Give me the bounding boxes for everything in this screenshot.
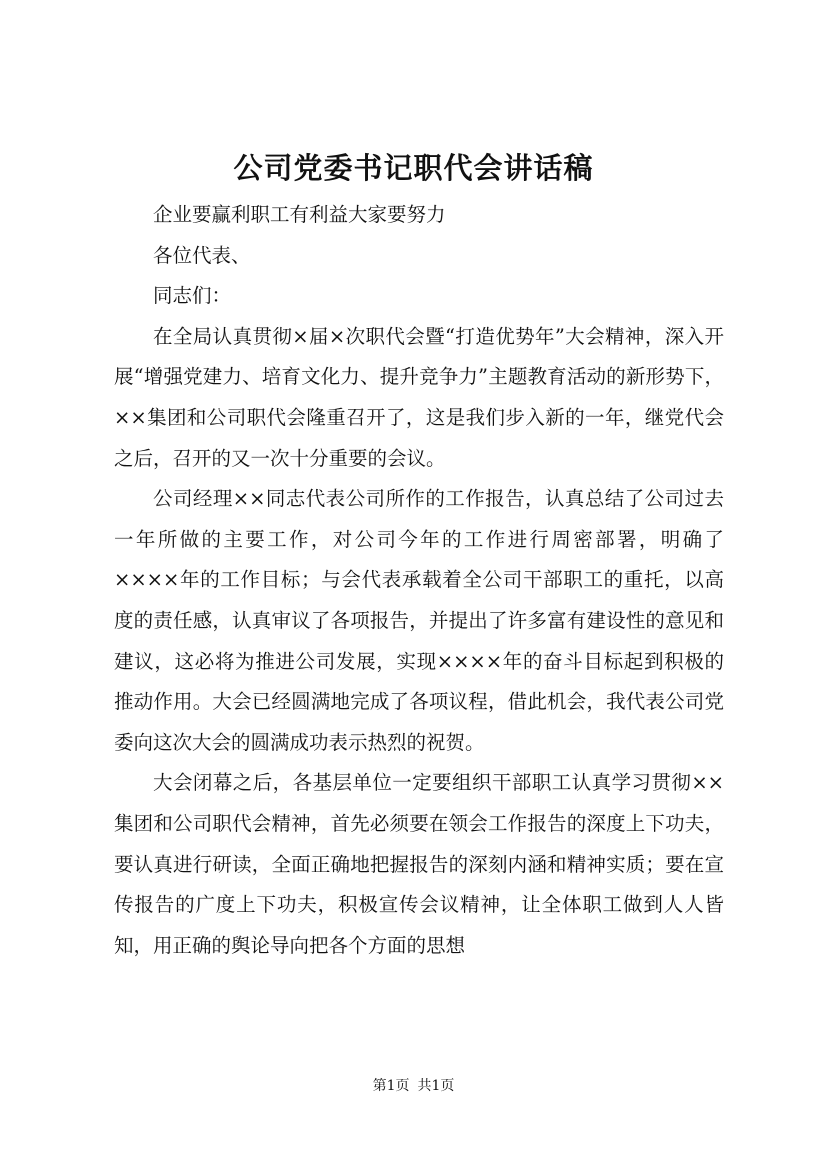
paragraph-subtitle: 企业要赢利职工有利益大家要努力	[153, 203, 446, 226]
page-number: 第1页	[372, 1078, 410, 1094]
page-footer	[0, 1077, 827, 1095]
paragraph-salutation-2: 同志们：	[153, 284, 232, 308]
paragraph-body-3: 大会闭幕之后，各基层单位一定要组织干部职工认真学习贯彻××集团和公司职代会精神，首先必须要在领会工作报告的深度上下功夫，要认真进行研读，全面正确地把握报告的深刻内涵和精神实质；要在宣传报告的广度上下功夫，积极宣传会议精神，让全体职工做到人人皆知，用正确的舆论导向把各个方面的思想	[114, 771, 724, 957]
page-total: 共1页	[417, 1078, 455, 1094]
paragraph-salutation-1: 各位代表、	[153, 243, 251, 267]
document-title: 公司党委书记职代会讲话稿	[233, 151, 594, 185]
paragraph-body-1: 在全局认真贯彻×届×次职代会暨“打造优势年”大会精神，深入开展“增强党建力、培育文化力、提升竞争力”主题教育活动的新形势下，××集团和公司职代会隆重召开了，这是我们步入新的一年，继党代会之后，召开的又一次十分重要的会议。	[114, 324, 724, 470]
paragraph-body-2: 公司经理××同志代表公司所作的工作报告，认真总结了公司过去一年所做的主要工作，对公司今年的工作进行周密部署，明确了××××年的工作目标；与会代表承载着全公司干部职工的重托，以高度的责任感，认真审议了各项报告，并提出了许多富有建设性的意见和建议，这必将为推进公司发展，实现××××年的奋斗目标起到积极的推动作用。大会已经圆满地完成了各项议程，借此机会，我代表公司党委向这次大会的圆满成功表示热烈的祝贺。	[114, 487, 724, 754]
document-body	[114, 195, 724, 966]
